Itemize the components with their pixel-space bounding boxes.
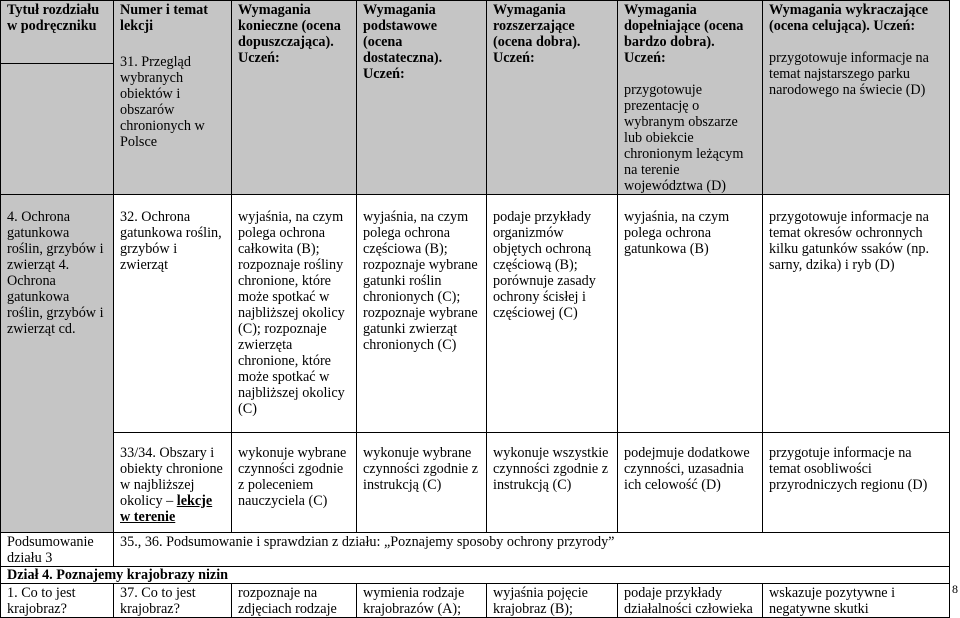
lesson-37-dopelniajace: podaje przykłady działalności człowieka [618, 584, 763, 618]
header-lesson-number: Numer i temat lekcji [120, 2, 208, 34]
header-konieczne: Wymagania konieczne (ocena dopuszczająca). Uczeń: [232, 1, 357, 195]
lesson-37-title: 37. Co to jest krajobraz? [114, 584, 232, 618]
lesson-32-dopelniajace: wyjaśnia, na czym polega ochrona gatunkowa (B) [618, 195, 763, 433]
lesson-37-podstawowe: wymienia rodzaje krajobrazów (A); [357, 584, 487, 618]
lesson-31-title: 31. Przegląd wybranych obiektów i obszarów chronionych w Polsce [120, 54, 205, 150]
lesson-33-dopelniajace: podejmuje dodatkowe czynności, uzasadnia ich celowość (D) [618, 433, 763, 533]
header-podstawowe: Wymagania podstawowe (ocena dostateczna). Uczeń: [357, 1, 487, 195]
lesson-32-podstawowe: wyjaśnia, na czym polega ochrona częściowa (B); rozpoznaje wybrane gatunki roślin chronionych (C); rozpoznaje wybrane gatunki zwierząt chronionych (C) [357, 195, 487, 433]
lesson-33-konieczne: wykonuje wybrane czynności zgodnie z poleceniem nauczyciela (C) [232, 433, 357, 533]
lesson-31-wykraczajace: przygotowuje informacje na temat najstarszego parku narodowego na świecie (D) [769, 50, 929, 98]
lesson-37-row [1, 584, 950, 618]
section-4-row [1, 567, 950, 584]
lesson-32-konieczne: wyjaśnia, na czym polega ochrona całkowita (B); rozpoznaje rośliny chronione, które może spotkać w najbliższej okolicy (C); rozpoznaje zwierzęta chronione, które może spotkać w najbliższej okolicy (C) [232, 195, 357, 433]
lesson-33-terrain-label: lekcje w terenie [120, 493, 213, 525]
lesson-32-title: 32. Ochrona gatunkowa roślin, grzybów i zwierząt [114, 195, 232, 433]
summary-label: Podsumowanie działu 3 [1, 533, 114, 567]
lesson-33-wykraczajace: przygotuje informacje na temat osobliwości przyrodniczych regionu (D) [763, 433, 950, 533]
lesson-33-row [1, 433, 950, 533]
section-4-heading: Dział 4. Poznajemy krajobrazy nizin [1, 567, 950, 584]
lesson-37-wykraczajace: wskazuje pozytywne i negatywne skutki [763, 584, 950, 618]
lesson-33-title: 33/34. Obszary i obiekty chronione w najbliższej okolicy – [120, 445, 223, 509]
header-dopelniajace-cell [618, 1, 763, 195]
header-chapter-title: Tytuł rozdziału w podręczniku [1, 1, 114, 64]
header-rozszerzajace: Wymagania rozszerzające (ocena dobra). Uczeń: [487, 1, 618, 195]
summary-row [1, 533, 950, 567]
header-dopelniajace: Wymagania dopełniające (ocena bardzo dobra). Uczeń: [624, 2, 744, 66]
lesson-32-wykraczajace: przygotowuje informacje na temat okresów ochronnych kilku gatunków ssaków (np. sarny, dzika) i ryb (D) [763, 195, 950, 433]
header-lesson-cell [114, 1, 232, 195]
lesson-37-chapter: 1. Co to jest krajobraz? [1, 584, 114, 618]
lesson-33-rozszerzajace: wykonuje wszystkie czynności zgodnie z instrukcją (C) [487, 433, 618, 533]
lesson-37-rozszerzajace: wyjaśnia pojęcie krajobraz (B); [487, 584, 618, 618]
lesson-31-chapter-empty [1, 64, 114, 195]
summary-text: 35., 36. Podsumowanie i sprawdzian z działu: „Poznajemy sposoby ochrony przyrody” [114, 533, 950, 567]
lesson-32-rozszerzajace: podaje przykłady organizmów objętych ochroną częściową (B); porównuje zasady ochrony ścisłej i częściowej (C) [487, 195, 618, 433]
lesson-32-row [1, 195, 950, 433]
header-wykraczajace: Wymagania wykraczające (ocena celująca). Uczeń: [769, 2, 929, 34]
lesson-33-podstawowe: wykonuje wybrane czynności zgodnie z instrukcją (C) [357, 433, 487, 533]
lesson-33-title-cell [114, 433, 232, 533]
header-row [1, 1, 950, 64]
lesson-37-konieczne: rozpoznaje na zdjęciach rodzaje [232, 584, 357, 618]
lesson-31-dopelniajace: przygotowuje prezentację o wybranym obszarze lub obiekcie chronionym leżącym na terenie województwa (D) [624, 82, 744, 194]
page-number: 8 [952, 582, 958, 596]
header-wykraczajace-cell [763, 1, 950, 195]
chapter-4-title: 4. Ochrona gatunkowa roślin, grzybów i zwierząt 4. Ochrona gatunkowa roślin, grzybów i zwierząt cd. [1, 195, 114, 533]
